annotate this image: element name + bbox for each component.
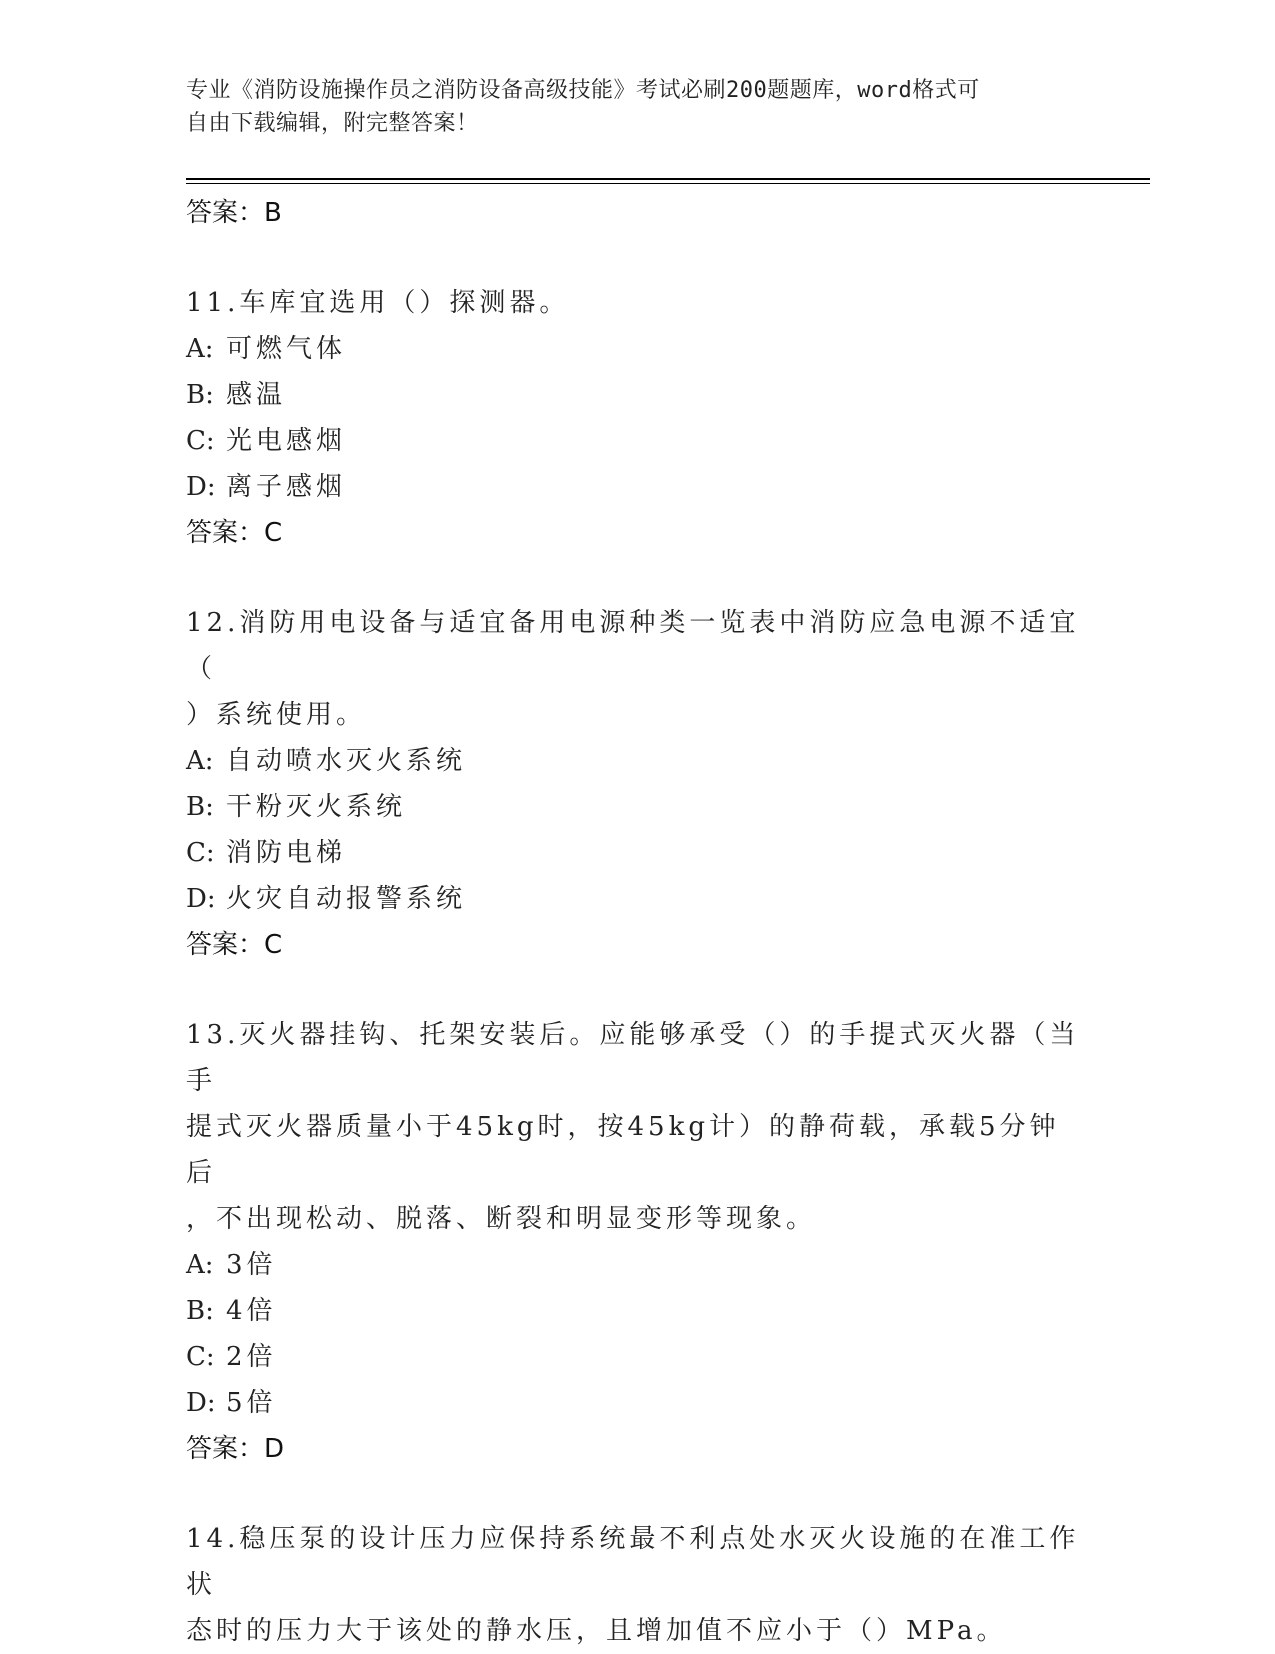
option-a — [186, 738, 1086, 784]
header-divider-thin — [186, 183, 1150, 184]
option-a — [186, 1242, 1086, 1288]
option-text: 光电感烟 — [226, 426, 347, 456]
question-14 — [186, 1516, 1086, 1654]
header-divider-thick — [186, 178, 1150, 180]
question-stem-line: 14.稳压泵的设计压力应保持系统最不利点处水灭火设施的在准工作状 — [186, 1524, 1080, 1600]
option-c — [186, 830, 1086, 876]
option-b — [186, 1288, 1086, 1334]
option-b — [186, 372, 1086, 418]
option-text: 自动喷水灭火系统 — [226, 746, 467, 776]
option-letter: B: — [186, 792, 214, 822]
answer-line: 答案：D — [186, 1434, 285, 1464]
option-letter: C: — [186, 1342, 215, 1372]
option-c — [186, 418, 1086, 464]
option-text: 感温 — [226, 380, 287, 410]
option-text: 离子感烟 — [226, 472, 347, 502]
option-d — [186, 1380, 1086, 1426]
option-letter: A: — [186, 746, 214, 776]
option-b — [186, 784, 1086, 830]
option-letter: C: — [186, 838, 215, 868]
answer-line: 答案：B — [186, 198, 282, 228]
option-letter: B: — [186, 1296, 214, 1326]
question-stem-line: 13.灭火器挂钩、托架安装后。应能够承受（）的手提式灭火器（当手 — [186, 1020, 1080, 1096]
option-text: 3倍 — [226, 1250, 277, 1280]
option-a — [186, 326, 1086, 372]
option-text: 4倍 — [226, 1296, 277, 1326]
header-line-1: 专业《消防设施操作员之消防设备高级技能》考试必刷200题题库，word格式可 — [186, 78, 980, 103]
question-stem-line: 态时的压力大于该处的静水压，且增加值不应小于（）MPa。 — [186, 1616, 1007, 1646]
option-letter: A: — [186, 1250, 214, 1280]
option-d — [186, 876, 1086, 922]
option-letter: D: — [186, 884, 216, 914]
option-text: 火灾自动报警系统 — [226, 884, 467, 914]
option-text: 干粉灭火系统 — [226, 792, 407, 822]
option-text: 可燃气体 — [226, 334, 347, 364]
question-12 — [186, 600, 1086, 968]
question-stem: 11.车库宜选用（）探测器。 — [186, 288, 570, 318]
header-line-2: 自由下载编辑，附完整答案！ — [186, 111, 479, 136]
question-stem-line: ，不出现松动、脱落、断裂和明显变形等现象。 — [186, 1204, 817, 1234]
question-stem-line: 提式灭火器质量小于45kg时，按45kg计）的静荷载，承载5分钟后 — [186, 1112, 1060, 1188]
option-letter: D: — [186, 1388, 216, 1418]
option-letter: B: — [186, 380, 214, 410]
answer-line: 答案：C — [186, 930, 283, 960]
question-list — [186, 190, 1086, 1654]
answer-line: 答案：C — [186, 518, 283, 548]
option-d — [186, 464, 1086, 510]
option-letter: A: — [186, 334, 214, 364]
option-text: 消防电梯 — [226, 838, 347, 868]
question-13 — [186, 1012, 1086, 1472]
option-text: 5倍 — [226, 1388, 277, 1418]
option-letter: D: — [186, 472, 216, 502]
option-letter: C: — [186, 426, 215, 456]
question-11 — [186, 280, 1086, 556]
option-text: 2倍 — [226, 1342, 277, 1372]
document-header — [186, 74, 1066, 140]
question-stem-line: ）系统使用。 — [186, 700, 367, 730]
option-c — [186, 1334, 1086, 1380]
question-stem-line: 12.消防用电设备与适宜备用电源种类一览表中消防应急电源不适宜（ — [186, 608, 1080, 684]
